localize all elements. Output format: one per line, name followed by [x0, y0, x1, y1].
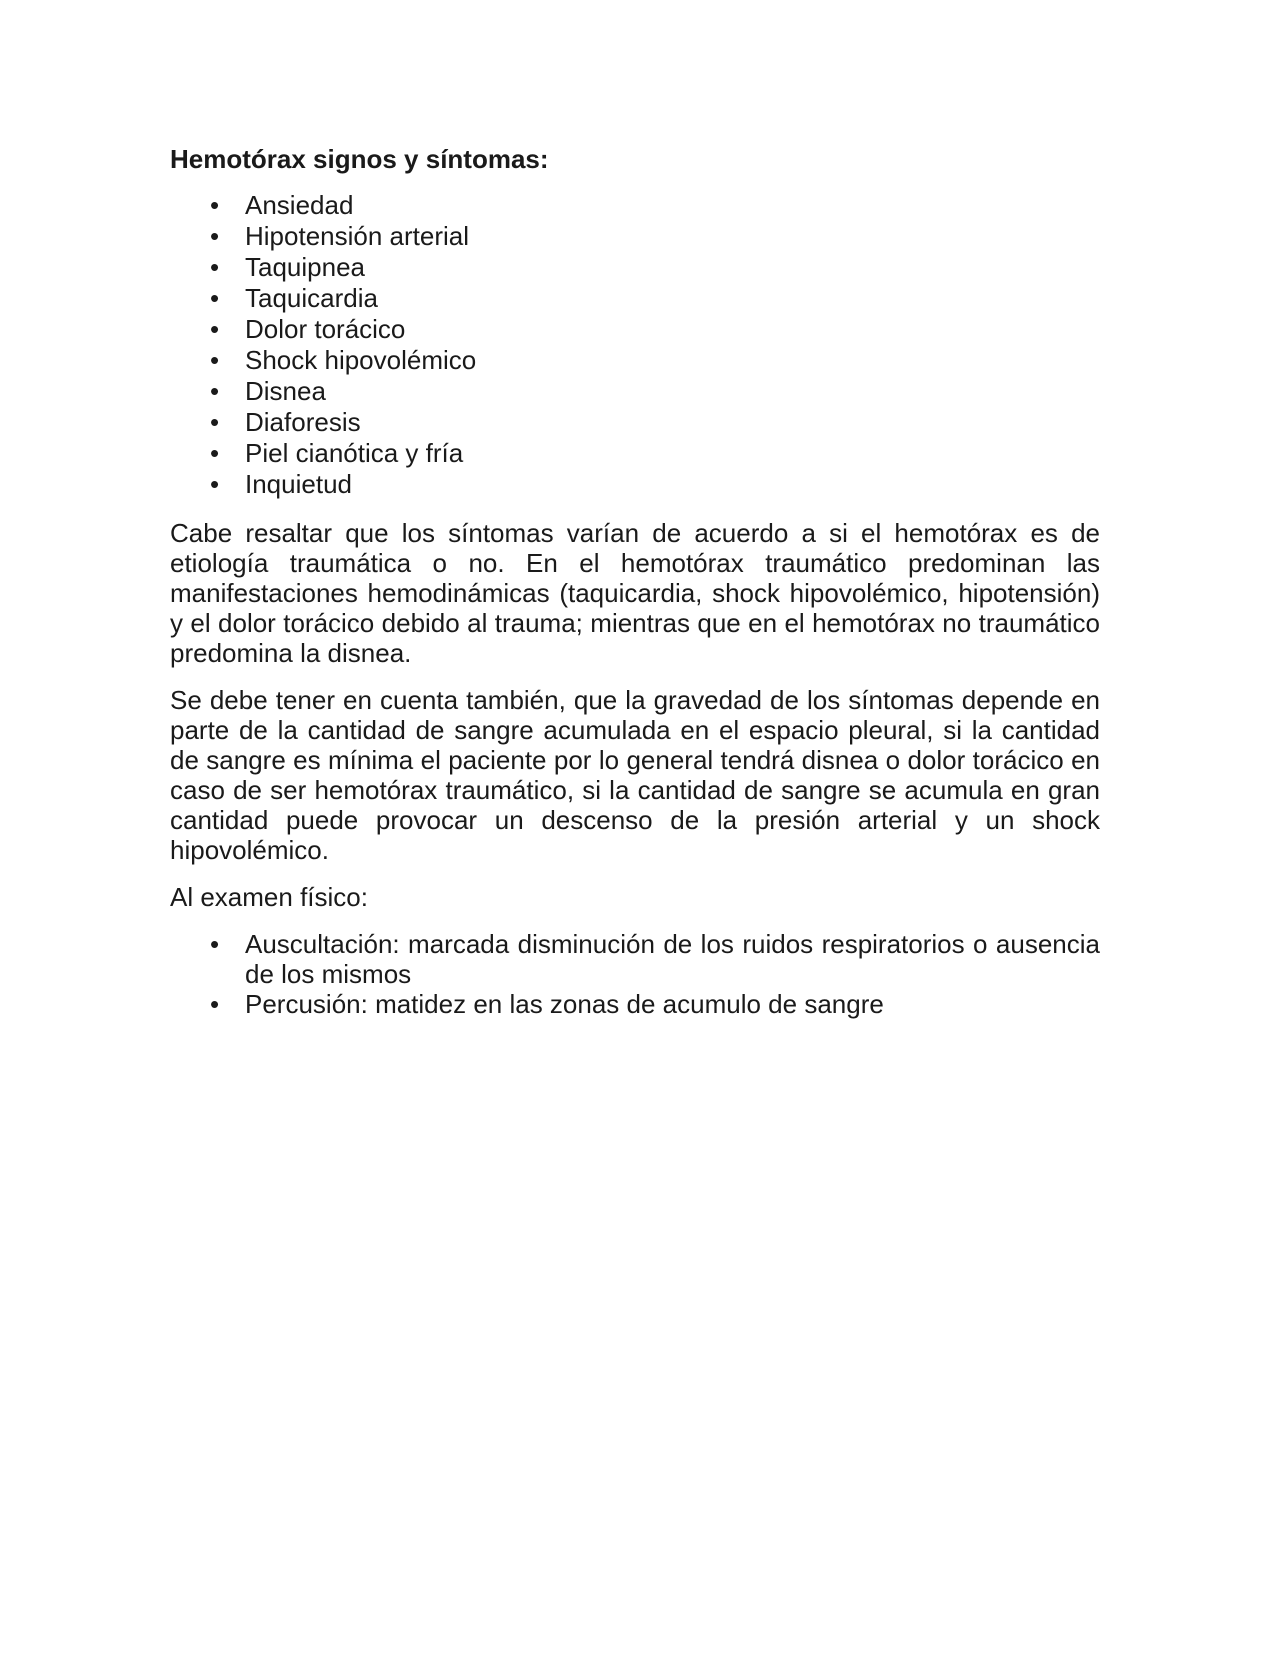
page-title: Hemotórax signos y síntomas:: [170, 144, 549, 174]
symptom-item: • Taquipnea: [170, 252, 1100, 283]
paragraph-severity: Se debe tener en cuenta también, que la gravedad de los síntomas depende en parte de la cantidad de sangre acumulada en el espacio pleural, si la cantidad de sangre es mínima el paciente por lo general tendrá disnea o dolor torácico en caso de ser hemotórax traumático, si la cantidad de sangre se acumula en gran cantidad puede provocar un descenso de la presión arterial y un shock hipovolémico.: [170, 685, 1100, 865]
symptom-item: • Inquietud: [170, 469, 1100, 500]
exam-list: [170, 929, 1100, 1019]
symptom-item: • Diaforesis: [170, 407, 1100, 438]
exam-item: • Auscultación: marcada disminución de los ruidos respiratorios o ausencia de los mismos: [170, 929, 1100, 989]
symptoms-list: [170, 190, 1100, 500]
symptom-item: • Piel cianótica y fría: [170, 438, 1100, 469]
document-content: [170, 144, 1100, 1037]
symptom-item: • Shock hipovolémico: [170, 345, 1100, 376]
paragraph-etiology: Cabe resaltar que los síntomas varían de acuerdo a si el hemotórax es de etiología traumática o no. En el hemotórax traumático predominan las manifestaciones hemodinámicas (taquicardia, shock hipovolémico, hipotensión) y el dolor torácico debido al trauma; mientras que en el hemotórax no traumático predomina la disnea.: [170, 518, 1100, 668]
symptom-item: • Hipotensión arterial: [170, 221, 1100, 252]
symptom-item: • Ansiedad: [170, 190, 1100, 221]
exam-item: • Percusión: matidez en las zonas de acumulo de sangre: [170, 989, 1100, 1019]
symptom-item: • Disnea: [170, 376, 1100, 407]
symptom-item: • Taquicardia: [170, 283, 1100, 314]
symptom-item: • Dolor torácico: [170, 314, 1100, 345]
exam-heading: Al examen físico:: [170, 882, 368, 912]
